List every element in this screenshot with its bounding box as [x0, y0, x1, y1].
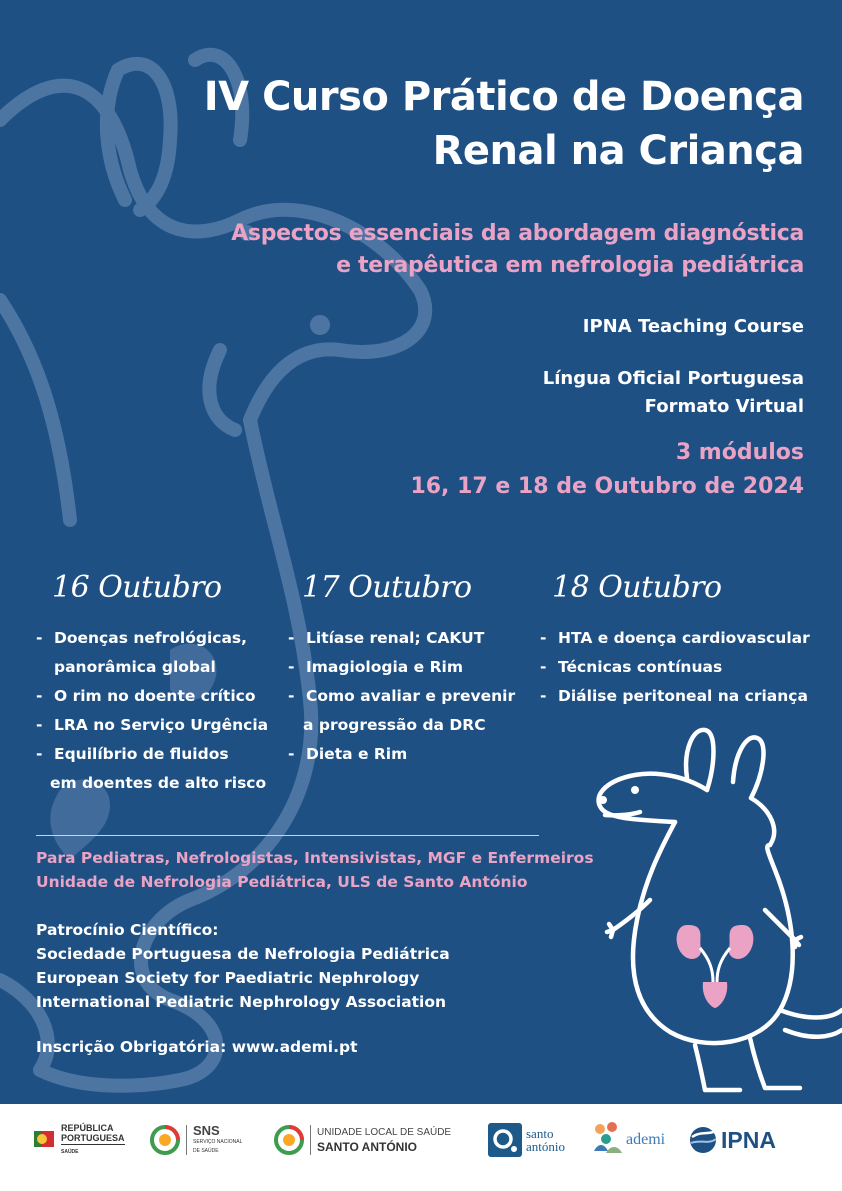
topic-text: Técnicas contínuas: [558, 658, 723, 676]
topic-text-continued: a progressão da DRC: [303, 716, 486, 734]
teaching-course-label: IPNA Teaching Course: [582, 316, 804, 337]
kidney-icon: [677, 925, 754, 1008]
kangaroo-illustration: [575, 720, 842, 1104]
topic-text: Dieta e Rim: [306, 745, 408, 763]
republica-line1: REPÚBLICA: [61, 1123, 114, 1133]
republica-line2: PORTUGUESA: [61, 1133, 125, 1143]
uls-santo-antonio-logo: [274, 1118, 451, 1162]
day-heading: 17 Outubro: [302, 570, 472, 605]
topic-text: Doenças nefrológicas,: [54, 629, 248, 647]
topic-text: Equilíbrio de fluidos: [54, 745, 229, 763]
day-topic-list: [36, 624, 268, 798]
ademi-wordmark: ademi: [626, 1131, 666, 1148]
list-item: - O rim no doente crítico: [36, 687, 256, 705]
coat-of-arms-icon: [34, 1127, 56, 1153]
day-column-17: [288, 570, 515, 769]
topic-text: Imagiologia e Rim: [306, 658, 463, 676]
ipna-logo: [688, 1118, 776, 1162]
santo-antonio-logo: [488, 1118, 565, 1162]
course-title: [84, 70, 804, 178]
list-item: - Dieta e Rim: [288, 745, 408, 763]
sponsor-org: International Pediatric Nephrology Association: [36, 993, 447, 1011]
republica-line3: SAÚDE: [61, 1149, 79, 1155]
day-heading: 16 Outubro: [52, 570, 222, 605]
dates-label: 16, 17 e 18 de Outubro de 2024: [410, 474, 804, 499]
sns-sub2: DE SAÚDE: [193, 1148, 219, 1154]
day-column-16: [36, 570, 268, 798]
ademi-people-icon: [590, 1121, 624, 1159]
format-label: Formato Virtual: [644, 396, 804, 417]
topic-text: HTA e doença cardiovascular: [558, 629, 810, 647]
santo-line1: santo: [526, 1126, 554, 1141]
uls-circle-icon: [274, 1125, 304, 1155]
list-item: - Imagiologia e Rim: [288, 658, 463, 676]
list-item: - Como avaliar e prevenir a progressão da DRC: [288, 682, 515, 740]
topic-text-continued: panorâmica global: [54, 658, 216, 676]
santo-line2: antónio: [526, 1139, 565, 1154]
course-title-line1: IV Curso Prático de Doença: [203, 74, 804, 120]
course-subtitle: [104, 218, 804, 282]
list-item: - Técnicas contínuas: [540, 658, 723, 676]
list-item: - LRA no Serviço Urgência: [36, 716, 269, 734]
subtitle-line2: e terapêutica em nefrologia pediátrica: [336, 253, 804, 278]
sns-circle-icon: [150, 1125, 180, 1155]
sns-acronym: SNS: [193, 1123, 220, 1138]
audience-line2: Unidade de Nefrologia Pediátrica, ULS de Santo António: [36, 873, 528, 891]
republica-portuguesa-logo: [34, 1118, 125, 1162]
modules-label: 3 módulos: [675, 440, 804, 465]
topic-text: O rim no doente crítico: [54, 687, 256, 705]
list-item: - Litíase renal; CAKUT: [288, 629, 485, 647]
list-item: - Diálise peritoneal na criança: [540, 687, 808, 705]
topic-text: LRA no Serviço Urgência: [54, 716, 269, 734]
ipna-wordmark: IPNA: [721, 1126, 776, 1153]
list-item: - Doenças nefrológicas, panorâmica global: [36, 624, 268, 682]
sponsor-logo-bar: [0, 1104, 842, 1191]
scientific-sponsorship: [36, 918, 450, 1014]
sponsorship-heading: Patrocínio Científico:: [36, 921, 219, 939]
language-label: Língua Oficial Portuguesa: [542, 368, 804, 389]
topic-text: Diálise peritoneal na criança: [558, 687, 808, 705]
topic-text: Como avaliar e prevenir: [306, 687, 516, 705]
list-item: - Equilíbrio de fluidos em doentes de alto risco: [36, 740, 268, 798]
audience-info: [36, 846, 594, 894]
list-item: - HTA e doença cardiovascular: [540, 629, 810, 647]
day-heading: 18 Outubro: [552, 570, 722, 605]
sns-logo: [150, 1118, 242, 1162]
santo-antonio-icon: [488, 1123, 522, 1157]
subtitle-line1: Aspectos essenciais da abordagem diagnóstica: [231, 221, 804, 246]
ipna-globe-icon: [688, 1125, 718, 1155]
uls-line2: SANTO ANTÓNIO: [317, 1140, 418, 1154]
course-title-line2: Renal na Criança: [432, 128, 804, 174]
topic-text-continued: em doentes de alto risco: [50, 774, 267, 792]
registration-link[interactable]: Inscrição Obrigatória: www.ademi.pt: [36, 1038, 358, 1056]
sponsor-org: European Society for Paediatric Nephrology: [36, 969, 420, 987]
day-topic-list: [288, 624, 515, 769]
uls-line1: UNIDADE LOCAL DE SAÚDE: [317, 1127, 452, 1138]
section-divider: [36, 835, 539, 836]
topic-text: Litíase renal; CAKUT: [306, 629, 485, 647]
audience-line1: Para Pediatras, Nefrologistas, Intensivistas, MGF e Enfermeiros: [36, 849, 594, 867]
day-column-18: [540, 570, 810, 711]
sns-sub1: SERVIÇO NACIONAL: [193, 1139, 243, 1145]
ademi-logo: [590, 1118, 665, 1162]
day-topic-list: [540, 624, 810, 711]
sponsor-org: Sociedade Portuguesa de Nefrologia Pediátrica: [36, 945, 450, 963]
